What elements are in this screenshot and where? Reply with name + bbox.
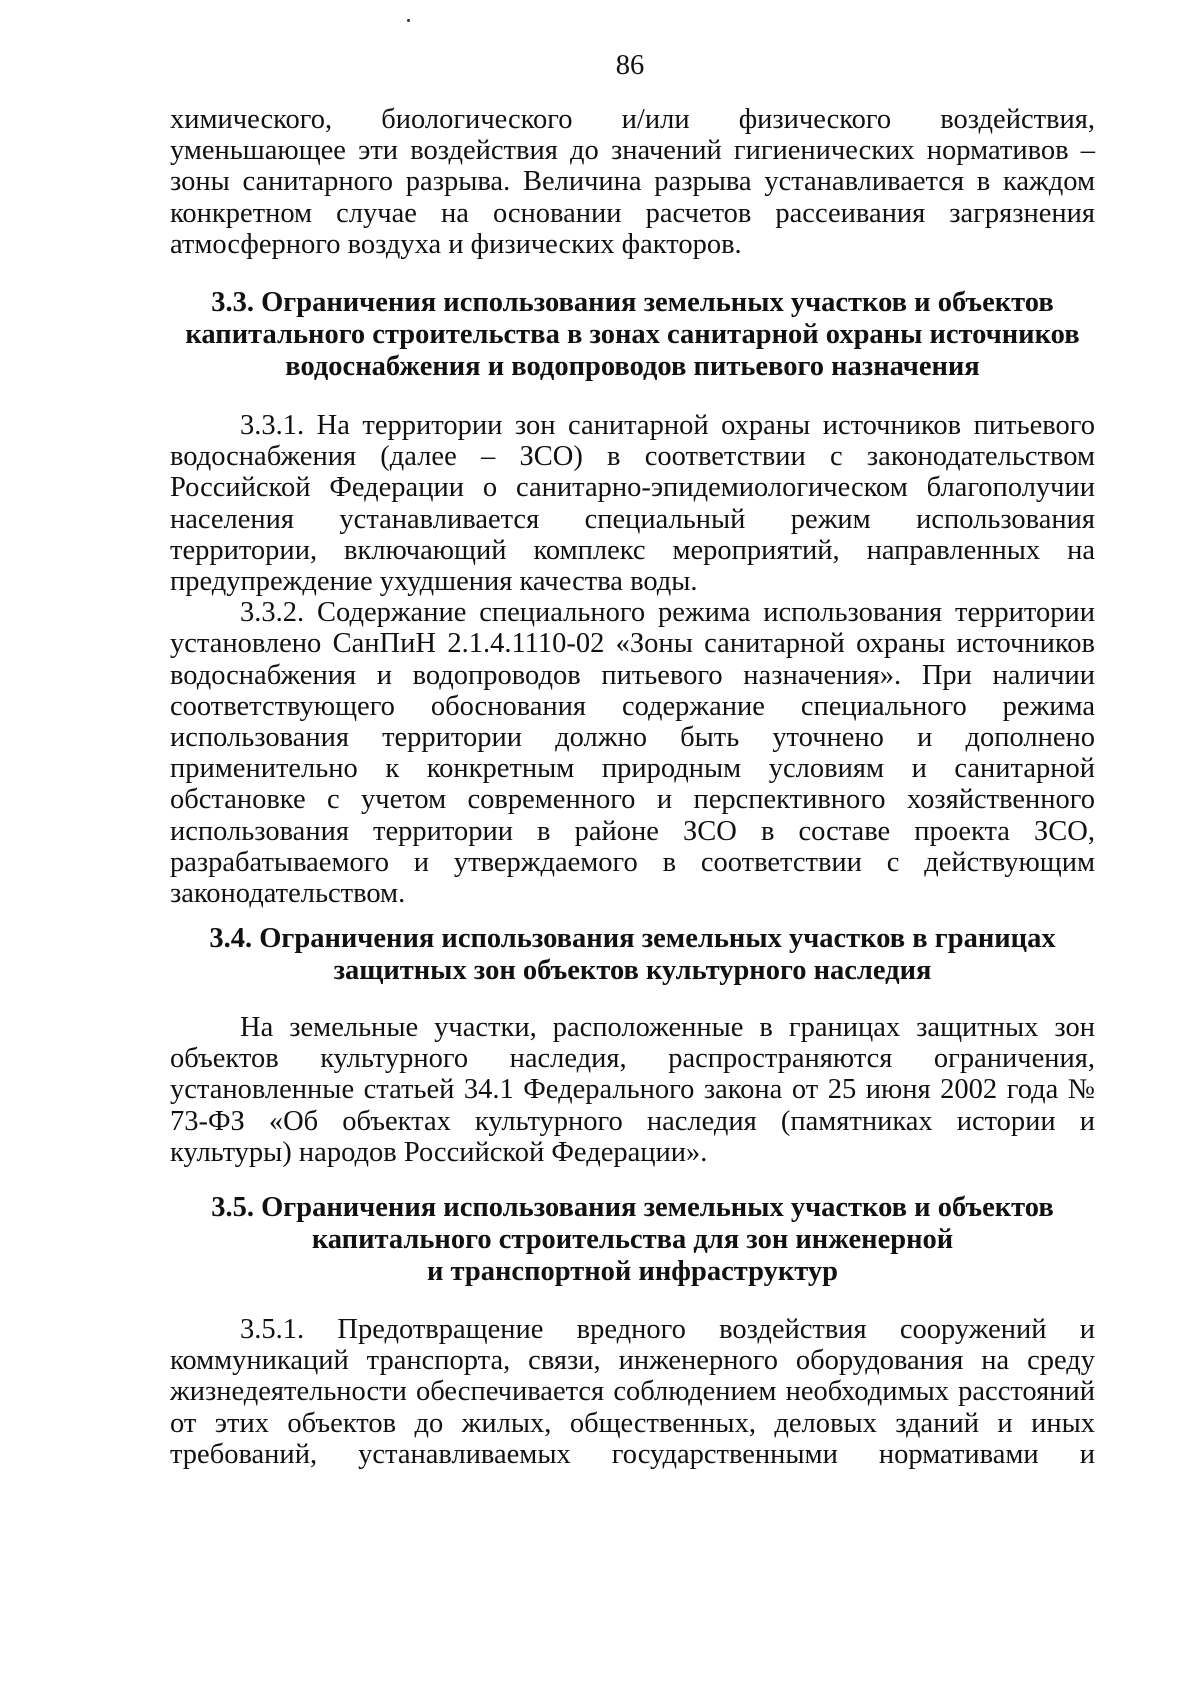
section-3-4-heading-line-2: защитных зон объектов культурного наследия <box>333 955 932 986</box>
section-3-5-heading-line-3: и транспортной инфраструктур <box>427 1256 838 1287</box>
section-3-5-heading-line-2: капитального строительства для зон инженерной <box>311 1224 954 1255</box>
scan-speck <box>407 19 410 22</box>
paragraph-3-5-1: 3.5.1. Предотвращение вредного воздействия сооружений и коммуникаций транспорта, связи, инженерного оборудования на среду жизнедеятельности обеспечивается соблюдением необходимых расстояний от этих объектов до жилых, общественных, деловых зданий и иных требований, устанавливаемых государственными нормативами и <box>170 1314 1095 1470</box>
section-3-4-body <box>170 1012 1095 1168</box>
section-3-4-heading-line-1: 3.4. Ограничения использования земельных участков в границах <box>209 923 1056 954</box>
section-3-3-heading <box>170 287 1095 383</box>
section-3-3-heading-line-3: водоснабжения и водопроводов питьевого назначения <box>285 351 980 382</box>
section-3-3-heading-line-2: капитального строительства в зонах санитарной охраны источников <box>185 319 1080 350</box>
section-3-5-heading <box>170 1192 1095 1288</box>
continuation-paragraph: химического, биологического и/или физического воздействия, уменьшающее эти воздействия до значений гигиенических нормативов – зоны санитарного разрыва. Величина разрыва устанавливается в каждом конкретном случае на основании расчетов рассеивания загрязнения атмосферного воздуха и физических факторов. <box>170 104 1095 260</box>
section-3-4-heading <box>170 923 1095 987</box>
page-number: 86 <box>615 50 645 81</box>
section-3-5-heading-line-1: 3.5. Ограничения использования земельных участков и объектов <box>211 1192 1054 1223</box>
section-3-5-body <box>170 1314 1095 1470</box>
section-3-3-body <box>170 410 1095 909</box>
paragraph-3-4-1: На земельные участки, расположенные в границах защитных зон объектов культурного наследия, распространяются ограничения, установленные статьей 34.1 Федерального закона от 25 июня 2002 года № 73-ФЗ «Об объектах культурного наследия (памятниках истории и культуры) народов Российской Федерации». <box>170 1012 1095 1168</box>
paragraph-3-3-1: 3.3.1. На территории зон санитарной охраны источников питьевого водоснабжения (далее – ЗСО) в соответствии с законодательством Российской Федерации о санитарно-эпидемиологическом благополучии населения устанавливается специальный режим использования территории, включающий комплекс мероприятий, направленных на предупреждение ухудшения качества воды. <box>170 410 1095 598</box>
section-3-3-heading-line-1: 3.3. Ограничения использования земельных участков и объектов <box>211 287 1054 318</box>
paragraph-3-3-2: 3.3.2. Содержание специального режима использования территории установлено СанПиН 2.1.4.1110-02 «Зоны санитарной охраны источников водоснабжения и водопроводов питьевого назначения». При наличии соответствующего обоснования содержание специального режима использования территории должно быть уточнено и дополнено применительно к конкретным природным условиям и санитарной обстановке с учетом современного и перспективного хозяйственного использования территории в районе ЗСО в составе проекта ЗСО, разрабатываемого и утверждаемого в соответствии с действующим законодательством. <box>170 597 1095 910</box>
continuation-block <box>170 104 1095 260</box>
